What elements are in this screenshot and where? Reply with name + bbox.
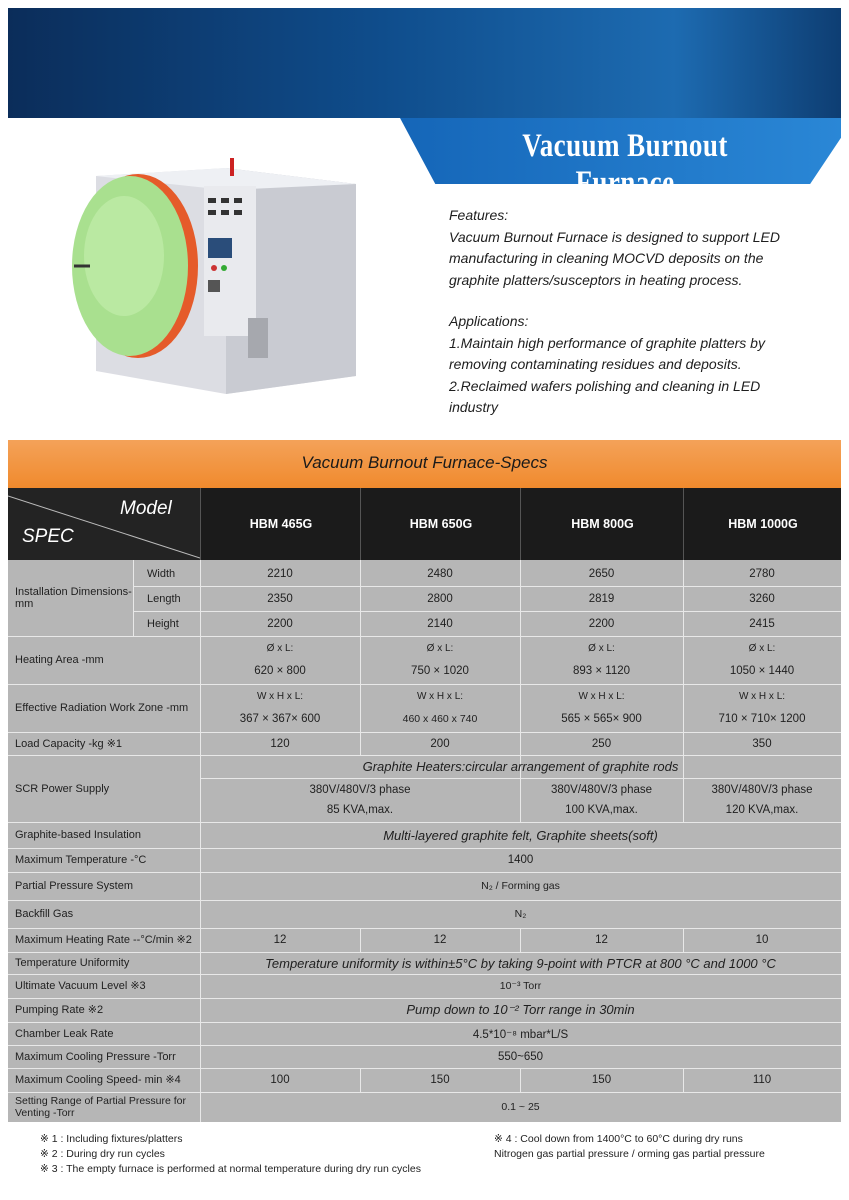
dim-height-cell: 2200: [267, 618, 293, 630]
heating-area-cell: 750 × 1020: [411, 665, 469, 677]
scr-heaters: Graphite Heaters:circular arrangement of graphite rods: [362, 759, 679, 774]
corner-spec-label: SPEC: [22, 526, 74, 547]
sub-label: Width: [147, 568, 176, 580]
heating-rate-cell: 12: [433, 934, 447, 946]
dim-width-cell: 2780: [749, 568, 775, 580]
scr-phase: 380V/480V/3 phase: [711, 784, 813, 796]
footnote: ※ 4 : Cool down from 1400°C to 60°C during dry runs: [494, 1133, 743, 1145]
dim-length-cell: 2800: [427, 593, 453, 605]
row-label: Backfill Gas: [15, 908, 74, 920]
cooling-pressure-value: 550~650: [497, 1050, 544, 1063]
load-cell: 350: [752, 737, 772, 750]
scr-phase: 380V/480V/3 phase: [550, 784, 653, 796]
specs-table: [8, 440, 841, 1122]
features-text: Vacuum Burnout Furnace is designed to support LED manufacturing in cleaning MOCVD deposits on the graphite platters/susceptors in heating process.: [449, 228, 781, 288]
cooling-speed-cell: 100: [270, 1074, 290, 1086]
application-item: 1.Maintain high performance of graphite platters by removing contaminating residues and deposits.: [449, 334, 765, 372]
row-label: Graphite-based Insulation: [15, 829, 141, 841]
footnotes-right: [494, 1132, 824, 1162]
work-zone-prefix: W x H x L:: [256, 690, 304, 702]
heating-rate-cell: 12: [595, 934, 608, 946]
specs-title: Vacuum Burnout Furnace-Specs: [301, 453, 548, 472]
corner-model-label: Model: [120, 498, 172, 519]
dim-width-cell: 2480: [427, 568, 453, 580]
row-label: Installation Dimensions-mm: [15, 586, 132, 610]
insulation-value: Multi-layered graphite felt, Graphite sheets(soft): [383, 827, 658, 843]
work-zone-cell: 460 x 460 x 740: [402, 713, 478, 725]
top-banner: [8, 8, 841, 118]
work-zone-cell: 367 × 367× 600: [239, 713, 321, 725]
heating-area-prefix: Ø x L:: [588, 642, 615, 654]
row-label: Temperature Uniformity: [15, 957, 130, 969]
row-label: Pumping Rate ※2: [15, 1004, 104, 1016]
description: [449, 205, 809, 419]
work-zone-cell: 710 × 710× 1200: [718, 713, 806, 725]
dim-width-cell: 2210: [267, 568, 293, 580]
row-label: Partial Pressure System: [15, 880, 133, 892]
pumping-rate-value: Pump down to 10⁻² Torr range in 30min: [406, 1002, 635, 1017]
heating-area-cell: 1050 × 1440: [729, 665, 795, 677]
heating-area-cell: 620 × 800: [254, 665, 306, 677]
load-cell: 120: [270, 737, 290, 750]
heating-rate-cell: 10: [755, 934, 769, 946]
heating-area-prefix: Ø x L:: [266, 642, 294, 654]
row-label: Maximum Heating Rate --°C/min ※2: [15, 934, 192, 946]
dim-length-cell: 3260: [749, 593, 775, 605]
model-header: HBM 1000G: [683, 488, 842, 560]
footnote: ※ 1 : Including fixtures/platters: [40, 1133, 183, 1145]
row-label: SCR Power Supply: [15, 782, 110, 795]
footnote: ※ 2 : During dry run cycles: [40, 1148, 165, 1160]
backfill-value: N₂: [514, 908, 527, 920]
model-header: HBM 800G: [520, 488, 684, 560]
row-label: Effective Radiation Work Zone -mm: [15, 702, 189, 714]
scr-kva: 100 KVA,max.: [565, 804, 638, 816]
cooling-speed-cell: 150: [591, 1074, 612, 1086]
scr-kva: 85 KVA,max.: [326, 804, 394, 816]
sub-label: Height: [147, 618, 179, 630]
footnotes-left: [40, 1132, 470, 1177]
applications-heading: Applications:: [449, 313, 529, 329]
venting-value: 0.1 ~ 25: [501, 1101, 540, 1113]
heating-rate-cell: 12: [273, 934, 287, 946]
footnote: Nitrogen gas partial pressure / orming gas partial pressure: [494, 1148, 765, 1160]
dim-height-cell: 2415: [749, 618, 775, 630]
application-item: 2.Reclaimed wafers polishing and cleaning in LED industry: [449, 377, 761, 415]
work-zone-prefix: W x H x L:: [738, 690, 786, 702]
load-cell: 200: [430, 737, 450, 750]
features-heading: Features:: [449, 207, 509, 223]
leak-rate-value: 4.5*10⁻⁸ mbar*L/S: [472, 1028, 569, 1041]
model-header: HBM 650G: [360, 488, 521, 560]
model-header: HBM 465G: [200, 488, 361, 560]
dim-width-cell: 2650: [588, 568, 615, 580]
row-label: Maximum Cooling Speed- min ※4: [15, 1074, 181, 1086]
furnace-photo: [66, 146, 366, 396]
work-zone-prefix: W x H x L:: [578, 690, 625, 702]
row-label: Chamber Leak Rate: [15, 1027, 114, 1040]
max-temp-value: 1400: [507, 854, 534, 866]
row-label: Maximum Temperature -°C: [15, 854, 147, 866]
sub-label: Length: [147, 593, 181, 605]
row-label: Load Capacity -kg ※1: [15, 737, 123, 750]
heating-area-prefix: Ø x L:: [426, 642, 454, 654]
grid-line: [133, 560, 134, 636]
row-label: Heating Area -mm: [15, 654, 104, 666]
page-title: Vacuum Burnout Furnace: [522, 128, 728, 201]
heating-area-prefix: Ø x L:: [748, 642, 776, 654]
dim-length-cell: 2350: [267, 593, 293, 605]
work-zone-prefix: W x H x L:: [416, 690, 464, 702]
uniformity-value: Temperature uniformity is within±5°C by taking 9-point with PTCR at 800 °C and 1000 °C: [265, 955, 776, 971]
cooling-speed-cell: 150: [430, 1074, 450, 1086]
row-label: Setting Range of Partial Pressure for Venting -Torr: [15, 1095, 187, 1119]
scr-kva: 120 KVA,max.: [725, 804, 799, 816]
scr-phase: 380V/480V/3 phase: [309, 784, 411, 796]
row-label: Ultimate Vacuum Level ※3: [15, 980, 146, 992]
footnote: ※ 3 : The empty furnace is performed at normal temperature during dry run cycles: [40, 1163, 421, 1175]
dim-height-cell: 2140: [427, 618, 453, 630]
row-label: Maximum Cooling Pressure -Torr: [15, 1050, 176, 1063]
dim-height-cell: 2200: [588, 618, 615, 630]
cooling-speed-cell: 110: [752, 1074, 772, 1086]
load-cell: 250: [591, 737, 612, 750]
vacuum-level-value: 10⁻³ Torr: [499, 980, 542, 992]
work-zone-cell: 565 × 565× 900: [561, 713, 642, 725]
partial-pressure-value: N₂ / Forming gas: [481, 880, 560, 892]
heating-area-cell: 893 × 1120: [572, 665, 631, 677]
dim-length-cell: 2819: [588, 593, 615, 605]
